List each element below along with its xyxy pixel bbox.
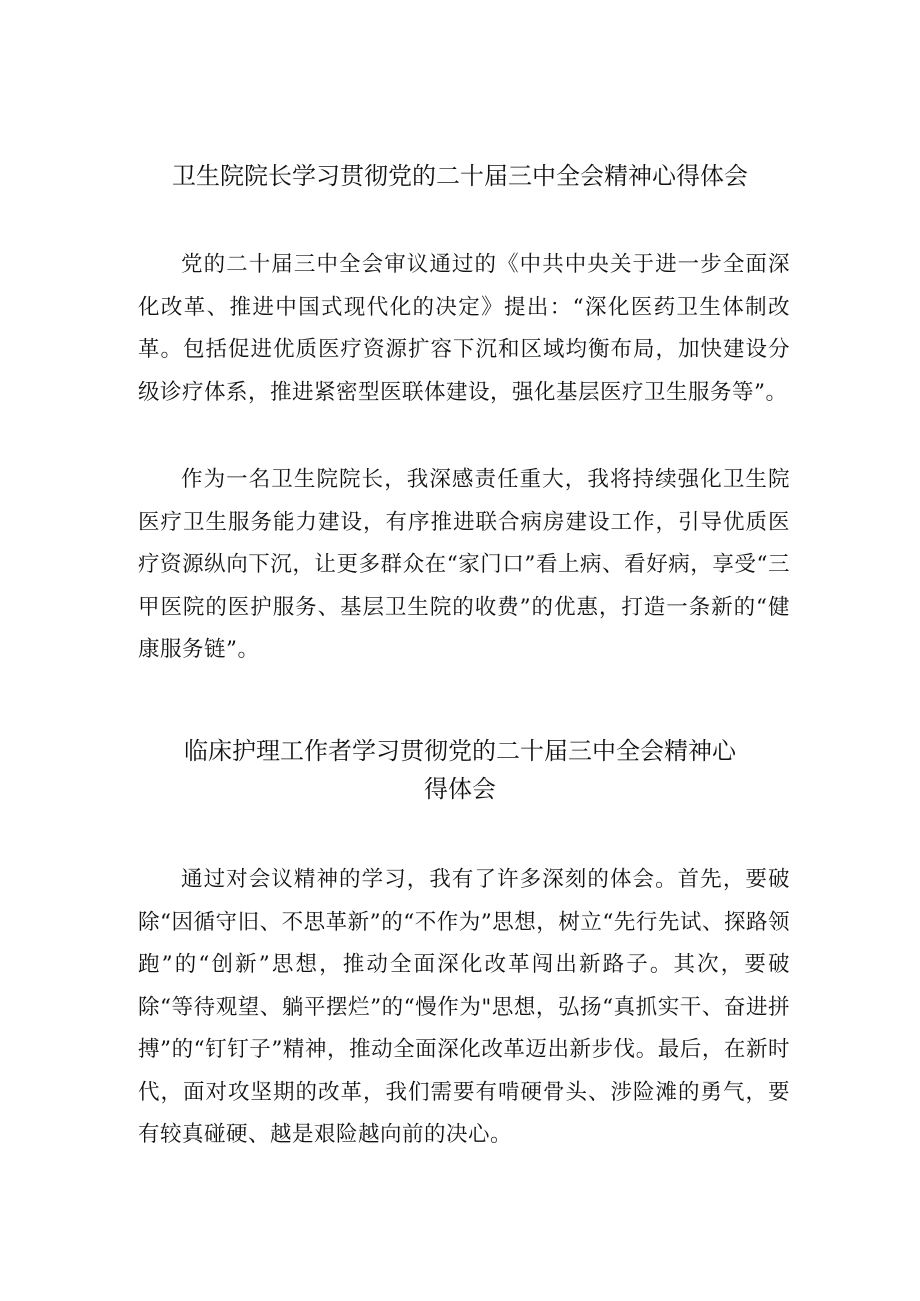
section-1-paragraph-1: 党的二十届三中全会审议通过的《中共中央关于进一步全面深化改革、推进中国式现代化的决定》提出：“深化医药卫生体制改革。包括促进优质医疗资源扩容下沉和区域均衡布局，加快建设分级诊疗体系，推进紧密型医联体建设，强化基层医疗卫生服务等”。 [138, 252, 790, 405]
section-2-title [140, 732, 780, 808]
section-2-title-line-1: 临床护理工作者学习贯彻党的二十届三中全会精神心 [184, 737, 736, 765]
section-2-title-line-2: 得体会 [424, 775, 496, 803]
section-2-paragraph-1: 通过对会议精神的学习，我有了许多深刻的体会。首先，要破除“因循守旧、不思革新”的“不作为”思想，树立“先行先试、探路领跑”的“创新”思想，推动全面深化改革闯出新路子。其次，要破除“等待观望、躺平摆烂”的“慢作为"思想，弘扬“真抓实干、奋进拼搏”的“钉钉子”精神，推动全面深化改革迈出新步伐。最后，在新时代，面对攻坚期的改革，我们需要有啃硬骨头、涉险滩的勇气，要有较真碰硬、越是艰险越向前的决心。 [138, 867, 790, 1147]
section-1-paragraph-2: 作为一名卫生院院长，我深感责任重大，我将持续强化卫生院医疗卫生服务能力建设，有序推进联合病房建设工作，引导优质医疗资源纵向下沉，让更多群众在“家门口”看上病、看好病，享受“三甲医院的医护服务、基层卫生院的收费”的优惠，打造一条新的“健康服务链”。 [138, 467, 790, 662]
section-1-title: 卫生院院长学习贯彻党的二十届三中全会精神心得体会 [172, 162, 748, 190]
